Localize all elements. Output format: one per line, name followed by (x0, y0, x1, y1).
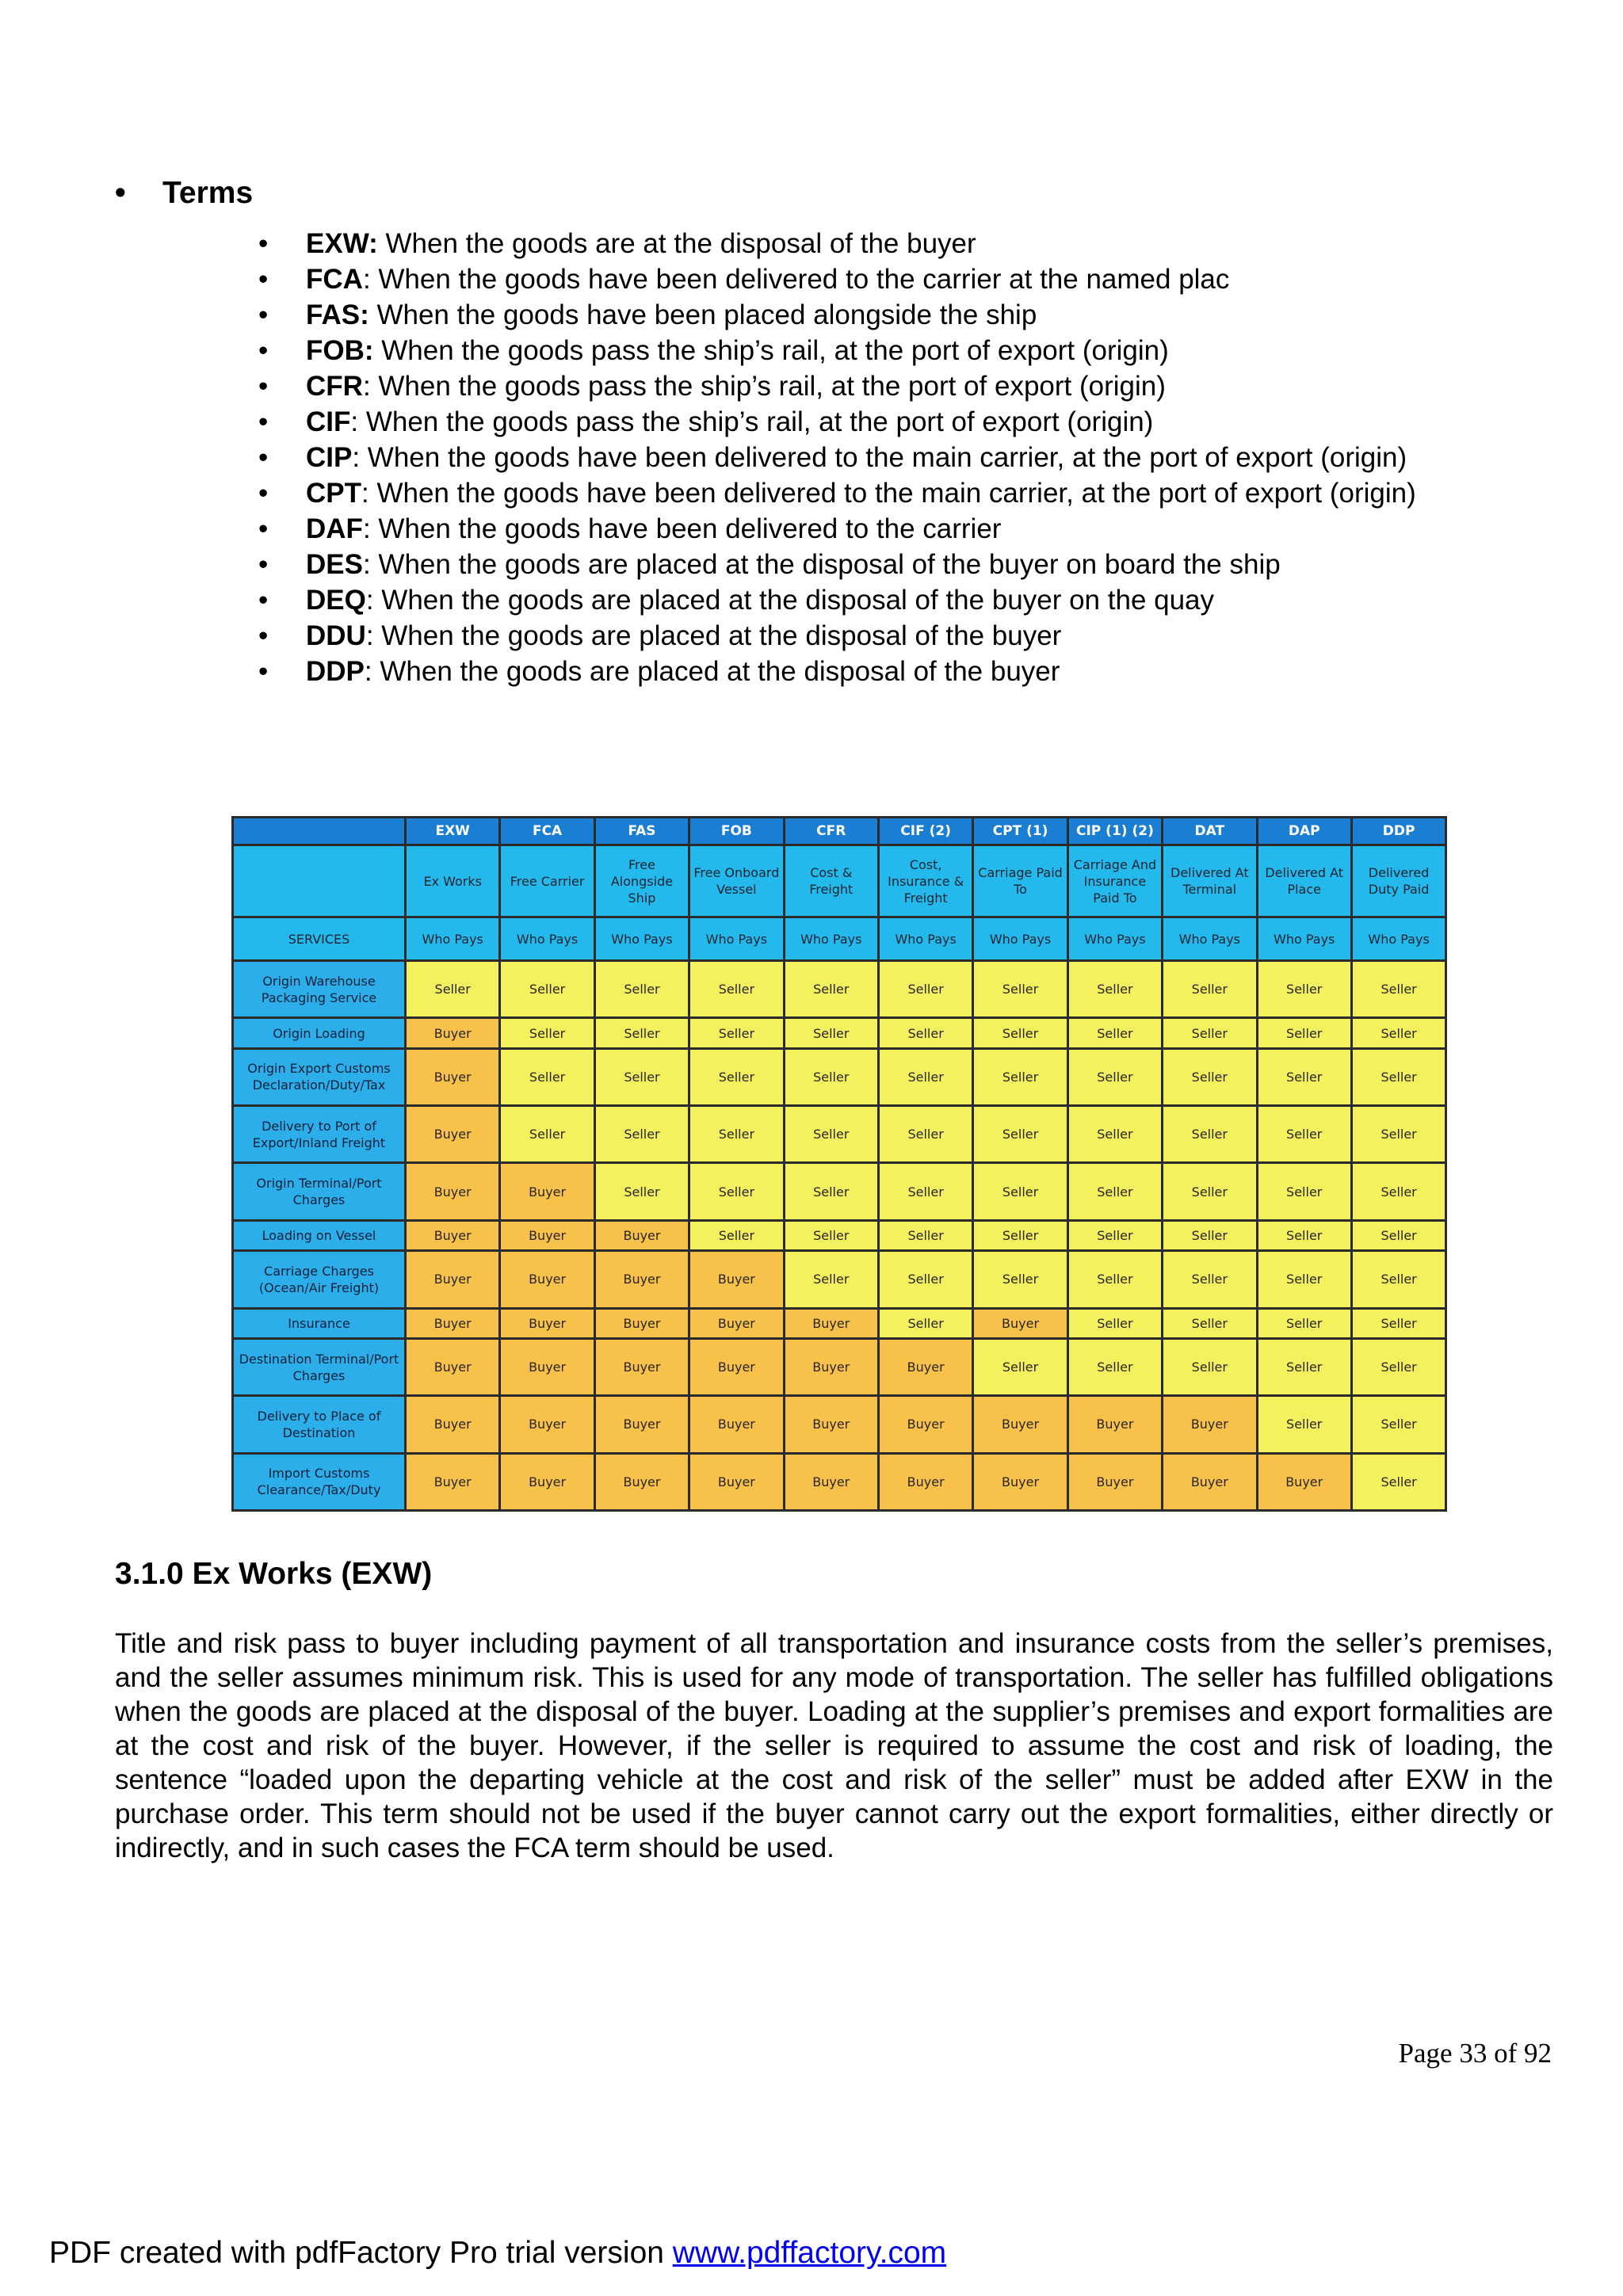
term-code-header: DAP (1257, 818, 1351, 845)
term-code: DDU (306, 620, 366, 651)
bullet-icon: • (258, 299, 269, 330)
terms-list (258, 226, 1416, 689)
responsibility-cell: Buyer (784, 1396, 878, 1453)
term-item (258, 654, 1416, 689)
responsibility-cell: Seller (1257, 961, 1351, 1018)
term-description: : When the goods have been delivered to the main carrier, at the port of export (origin) (361, 478, 1416, 509)
responsibility-cell: Seller (973, 1106, 1067, 1163)
responsibility-cell: Seller (1163, 1251, 1257, 1308)
incoterms-table (231, 816, 1447, 1512)
term-description: : When the goods have been delivered to the carrier at the named plac (362, 264, 1230, 295)
term-code: EXW: (306, 228, 378, 259)
responsibility-cell: Seller (973, 1220, 1067, 1251)
term-description: : When the goods are placed at the disposal of the buyer (365, 620, 1062, 651)
term-item (258, 618, 1416, 654)
bullet-icon: • (258, 264, 269, 295)
term-item (258, 261, 1416, 297)
footer-text: PDF created with pdfFactory Pro trial version (49, 2236, 673, 2270)
service-name: Loading on Vessel (233, 1220, 406, 1251)
term-code: CIF (306, 406, 351, 437)
table-row (233, 1396, 1446, 1453)
table-row (233, 961, 1446, 1018)
bullet-icon: • (115, 176, 126, 210)
responsibility-cell: Buyer (594, 1396, 689, 1453)
bullet-icon: • (258, 442, 269, 473)
responsibility-cell: Seller (1257, 1163, 1351, 1220)
term-name-header: Cost & Freight (784, 845, 878, 917)
table-row (233, 1453, 1446, 1510)
term-code-header: DAT (1163, 818, 1257, 845)
responsibility-cell: Seller (1351, 1339, 1445, 1396)
responsibility-cell: Seller (878, 1163, 972, 1220)
responsibility-cell: Buyer (500, 1339, 594, 1396)
responsibility-cell: Buyer (689, 1396, 784, 1453)
responsibility-cell: Seller (1351, 1220, 1445, 1251)
responsibility-cell: Seller (1163, 1048, 1257, 1105)
responsibility-cell: Seller (878, 1018, 972, 1049)
responsibility-cell: Seller (689, 961, 784, 1018)
table-corner (233, 845, 406, 917)
table-header-names (233, 845, 1446, 917)
term-description: : When the goods are placed at the disposal of the buyer on board the ship (362, 549, 1281, 580)
responsibility-cell: Seller (1351, 1163, 1445, 1220)
term-name-header: Carriage Paid To (973, 845, 1067, 917)
table-row (233, 1339, 1446, 1396)
term-name-header: Free Alongside Ship (594, 845, 689, 917)
term-description: : When the goods pass the ship’s rail, at the port of export (origin) (362, 371, 1166, 402)
responsibility-cell: Seller (594, 961, 689, 1018)
responsibility-cell: Seller (500, 1048, 594, 1105)
responsibility-cell: Seller (1163, 1339, 1257, 1396)
bullet-icon: • (258, 656, 269, 687)
service-name: Origin Export Customs Declaration/Duty/Tax (233, 1048, 406, 1105)
responsibility-cell: Buyer (973, 1396, 1067, 1453)
responsibility-cell: Seller (1351, 961, 1445, 1018)
who-pays-header: Who Pays (500, 917, 594, 961)
bullet-icon: • (258, 620, 269, 651)
who-pays-header: Who Pays (1163, 917, 1257, 961)
who-pays-header: Who Pays (594, 917, 689, 961)
responsibility-cell: Seller (689, 1018, 784, 1049)
service-name: Destination Terminal/Port Charges (233, 1339, 406, 1396)
responsibility-cell: Seller (878, 1308, 972, 1339)
incoterms-table-image (231, 816, 1445, 1512)
page-number: Page 33 of 92 (1398, 2038, 1552, 2069)
responsibility-cell: Seller (784, 961, 878, 1018)
term-item (258, 297, 1416, 333)
term-item (258, 511, 1416, 547)
responsibility-cell: Seller (1163, 1106, 1257, 1163)
table-row (233, 1106, 1446, 1163)
term-name-header: Cost, Insurance & Freight (878, 845, 972, 917)
term-name-header: Delivered Duty Paid (1351, 845, 1445, 917)
responsibility-cell: Seller (973, 961, 1067, 1018)
term-description: : When the goods have been delivered to the carrier (362, 513, 1002, 544)
responsibility-cell: Seller (1257, 1018, 1351, 1049)
section-body: Title and risk pass to buyer including payment of all transportation and insurance costs from the seller’s premises, and the seller assumes minimum risk. This is used for any mode of transportation. The seller has fulfilled obligations when the goods are placed at the disposal of the buyer. Loading at the supplier’s premises and export formalities are at the cost and risk of the buyer. However, if the seller is required to assume the cost and risk of loading, the sentence “loaded upon the departing vehicle at the cost and risk of the seller” must be added after EXW in the purchase order. This term should not be used if the buyer cannot carry out the export formalities, either directly or indirectly, and in such cases the FCA term should be used. (115, 1628, 1553, 1863)
responsibility-cell: Seller (784, 1048, 878, 1105)
term-code-header: CFR (784, 818, 878, 845)
term-code-header: DDP (1351, 818, 1445, 845)
term-code-header: EXW (406, 818, 500, 845)
responsibility-cell: Buyer (784, 1308, 878, 1339)
table-corner (233, 818, 406, 845)
term-description: When the goods are at the disposal of the buyer (377, 228, 976, 259)
responsibility-cell: Seller (1163, 1018, 1257, 1049)
responsibility-cell: Buyer (406, 1453, 500, 1510)
responsibility-cell: Buyer (500, 1251, 594, 1308)
term-code: DEQ (306, 585, 366, 616)
service-name: Origin Loading (233, 1018, 406, 1049)
term-description: : When the goods pass the ship’s rail, at the port of export (origin) (350, 406, 1154, 437)
responsibility-cell: Seller (1351, 1251, 1445, 1308)
term-description: : When the goods are placed at the disposal of the buyer on the quay (365, 585, 1215, 616)
responsibility-cell: Seller (973, 1251, 1067, 1308)
term-code: FAS: (306, 299, 369, 330)
service-name: Carriage Charges (Ocean/Air Freight) (233, 1251, 406, 1308)
terms-heading (115, 176, 254, 211)
responsibility-cell: Buyer (406, 1396, 500, 1453)
responsibility-cell: Buyer (973, 1453, 1067, 1510)
term-description: : When the goods are placed at the disposal of the buyer (364, 656, 1060, 687)
who-pays-header: Who Pays (1351, 917, 1445, 961)
responsibility-cell: Seller (784, 1251, 878, 1308)
footer-link[interactable]: www.pdffactory.com (672, 2236, 947, 2270)
table-header-codes (233, 818, 1446, 845)
responsibility-cell: Buyer (1163, 1453, 1257, 1510)
responsibility-cell: Seller (1067, 1251, 1162, 1308)
responsibility-cell: Seller (784, 1018, 878, 1049)
responsibility-cell: Seller (594, 1048, 689, 1105)
term-code-header: FCA (500, 818, 594, 845)
responsibility-cell: Buyer (878, 1396, 972, 1453)
term-item (258, 368, 1416, 404)
responsibility-cell: Seller (689, 1106, 784, 1163)
responsibility-cell: Buyer (500, 1308, 594, 1339)
who-pays-header: Who Pays (1257, 917, 1351, 961)
responsibility-cell: Buyer (406, 1308, 500, 1339)
responsibility-cell: Seller (1257, 1251, 1351, 1308)
responsibility-cell: Seller (1351, 1453, 1445, 1510)
responsibility-cell: Buyer (406, 1106, 500, 1163)
table-header-services (233, 917, 1446, 961)
responsibility-cell: Buyer (594, 1453, 689, 1510)
term-name-header: Ex Works (406, 845, 500, 917)
responsibility-cell: Seller (594, 1163, 689, 1220)
responsibility-cell: Seller (973, 1163, 1067, 1220)
responsibility-cell: Buyer (594, 1251, 689, 1308)
responsibility-cell: Seller (878, 961, 972, 1018)
table-row (233, 1251, 1446, 1308)
term-code: FOB: (306, 335, 374, 366)
responsibility-cell: Seller (784, 1220, 878, 1251)
term-item (258, 226, 1416, 261)
responsibility-cell: Buyer (689, 1251, 784, 1308)
responsibility-cell: Seller (1351, 1308, 1445, 1339)
responsibility-cell: Seller (784, 1106, 878, 1163)
responsibility-cell: Seller (1067, 1106, 1162, 1163)
responsibility-cell: Buyer (594, 1220, 689, 1251)
responsibility-cell: Seller (1351, 1106, 1445, 1163)
term-code-header: FAS (594, 818, 689, 845)
responsibility-cell: Buyer (1067, 1453, 1162, 1510)
responsibility-cell: Buyer (500, 1453, 594, 1510)
term-code: DES (306, 549, 363, 580)
term-code: DAF (306, 513, 363, 544)
responsibility-cell: Seller (973, 1048, 1067, 1105)
table-row (233, 1308, 1446, 1339)
responsibility-cell: Seller (1067, 1220, 1162, 1251)
responsibility-cell: Seller (1351, 1396, 1445, 1453)
responsibility-cell: Seller (1067, 1339, 1162, 1396)
responsibility-cell: Buyer (784, 1339, 878, 1396)
responsibility-cell: Buyer (878, 1339, 972, 1396)
responsibility-cell: Seller (1067, 961, 1162, 1018)
responsibility-cell: Seller (1257, 1220, 1351, 1251)
table-row (233, 1220, 1446, 1251)
responsibility-cell: Buyer (1163, 1396, 1257, 1453)
responsibility-cell: Buyer (406, 1048, 500, 1105)
term-name-header: Free Carrier (500, 845, 594, 917)
term-item (258, 547, 1416, 582)
responsibility-cell: Buyer (594, 1308, 689, 1339)
responsibility-cell: Buyer (406, 1163, 500, 1220)
service-name: Origin Warehouse Packaging Service (233, 961, 406, 1018)
responsibility-cell: Seller (500, 961, 594, 1018)
term-item (258, 582, 1416, 618)
term-item (258, 404, 1416, 440)
responsibility-cell: Seller (500, 1018, 594, 1049)
responsibility-cell: Seller (1163, 1220, 1257, 1251)
responsibility-cell: Buyer (973, 1308, 1067, 1339)
term-code-header: CIP (1) (2) (1067, 818, 1162, 845)
responsibility-cell: Seller (689, 1163, 784, 1220)
service-name: Delivery to Place of Destination (233, 1396, 406, 1453)
term-code: CIP (306, 442, 353, 473)
responsibility-cell: Seller (500, 1106, 594, 1163)
responsibility-cell: Buyer (594, 1339, 689, 1396)
responsibility-cell: Buyer (406, 1220, 500, 1251)
responsibility-cell: Seller (689, 1220, 784, 1251)
term-name-header: Delivered At Place (1257, 845, 1351, 917)
responsibility-cell: Seller (689, 1048, 784, 1105)
bullet-icon: • (258, 513, 269, 544)
bullet-icon: • (258, 478, 269, 509)
who-pays-header: Who Pays (973, 917, 1067, 961)
who-pays-header: Who Pays (784, 917, 878, 961)
responsibility-cell: Buyer (406, 1018, 500, 1049)
term-name-header: Free Onboard Vessel (689, 845, 784, 917)
responsibility-cell: Seller (1257, 1048, 1351, 1105)
responsibility-cell: Seller (1067, 1163, 1162, 1220)
responsibility-cell: Buyer (500, 1220, 594, 1251)
bullet-icon: • (258, 585, 269, 616)
terms-heading-label: Terms (162, 176, 254, 210)
term-description: When the goods pass the ship’s rail, at the port of export (origin) (373, 335, 1169, 366)
responsibility-cell: Buyer (689, 1308, 784, 1339)
term-code: DDP (306, 656, 365, 687)
responsibility-cell: Buyer (689, 1453, 784, 1510)
service-name: Origin Terminal/Port Charges (233, 1163, 406, 1220)
term-item (258, 333, 1416, 368)
responsibility-cell: Seller (1257, 1106, 1351, 1163)
services-header: SERVICES (233, 917, 406, 961)
bullet-icon: • (258, 335, 269, 366)
service-name: Insurance (233, 1308, 406, 1339)
term-item (258, 475, 1416, 511)
responsibility-cell: Seller (1257, 1308, 1351, 1339)
responsibility-cell: Seller (406, 961, 500, 1018)
responsibility-cell: Buyer (1257, 1453, 1351, 1510)
term-item (258, 440, 1416, 475)
responsibility-cell: Seller (878, 1048, 972, 1105)
responsibility-cell: Seller (784, 1163, 878, 1220)
term-code: CPT (306, 478, 361, 509)
responsibility-cell: Seller (878, 1106, 972, 1163)
who-pays-header: Who Pays (689, 917, 784, 961)
responsibility-cell: Seller (1351, 1048, 1445, 1105)
responsibility-cell: Seller (878, 1251, 972, 1308)
responsibility-cell: Buyer (406, 1251, 500, 1308)
responsibility-cell: Seller (1257, 1339, 1351, 1396)
responsibility-cell: Seller (1351, 1018, 1445, 1049)
table-row (233, 1018, 1446, 1049)
responsibility-cell: Seller (1163, 1308, 1257, 1339)
service-name: Import Customs Clearance/Tax/Duty (233, 1453, 406, 1510)
table-row (233, 1048, 1446, 1105)
term-code: FCA (306, 264, 363, 295)
term-code-header: CPT (1) (973, 818, 1067, 845)
section-title: 3.1.0 Ex Works (EXW) (115, 1557, 433, 1591)
term-name-header: Carriage And Insurance Paid To (1067, 845, 1162, 917)
responsibility-cell: Seller (1067, 1018, 1162, 1049)
term-code-header: CIF (2) (878, 818, 972, 845)
bullet-icon: • (258, 549, 269, 580)
responsibility-cell: Seller (1163, 1163, 1257, 1220)
responsibility-cell: Buyer (1067, 1396, 1162, 1453)
responsibility-cell: Seller (973, 1018, 1067, 1049)
responsibility-cell: Seller (594, 1018, 689, 1049)
responsibility-cell: Buyer (784, 1453, 878, 1510)
bullet-icon: • (258, 406, 269, 437)
responsibility-cell: Seller (973, 1339, 1067, 1396)
responsibility-cell: Buyer (878, 1453, 972, 1510)
responsibility-cell: Seller (594, 1106, 689, 1163)
responsibility-cell: Buyer (500, 1396, 594, 1453)
responsibility-cell: Buyer (500, 1163, 594, 1220)
bullet-icon: • (258, 371, 269, 402)
service-name: Delivery to Port of Export/Inland Freight (233, 1106, 406, 1163)
responsibility-cell: Seller (1067, 1308, 1162, 1339)
who-pays-header: Who Pays (406, 917, 500, 961)
table-row (233, 1163, 1446, 1220)
term-description: When the goods have been placed alongside the ship (369, 299, 1037, 330)
term-code: CFR (306, 371, 363, 402)
responsibility-cell: Seller (1067, 1048, 1162, 1105)
term-code-header: FOB (689, 818, 784, 845)
responsibility-cell: Buyer (406, 1339, 500, 1396)
bullet-icon: • (258, 228, 269, 259)
responsibility-cell: Seller (878, 1220, 972, 1251)
who-pays-header: Who Pays (878, 917, 972, 961)
responsibility-cell: Seller (1257, 1396, 1351, 1453)
pdf-footer (49, 2236, 946, 2271)
term-description: : When the goods have been delivered to the main carrier, at the port of export (origin) (352, 442, 1407, 473)
responsibility-cell: Seller (1163, 961, 1257, 1018)
term-name-header: Delivered At Terminal (1163, 845, 1257, 917)
who-pays-header: Who Pays (1067, 917, 1162, 961)
responsibility-cell: Buyer (689, 1339, 784, 1396)
